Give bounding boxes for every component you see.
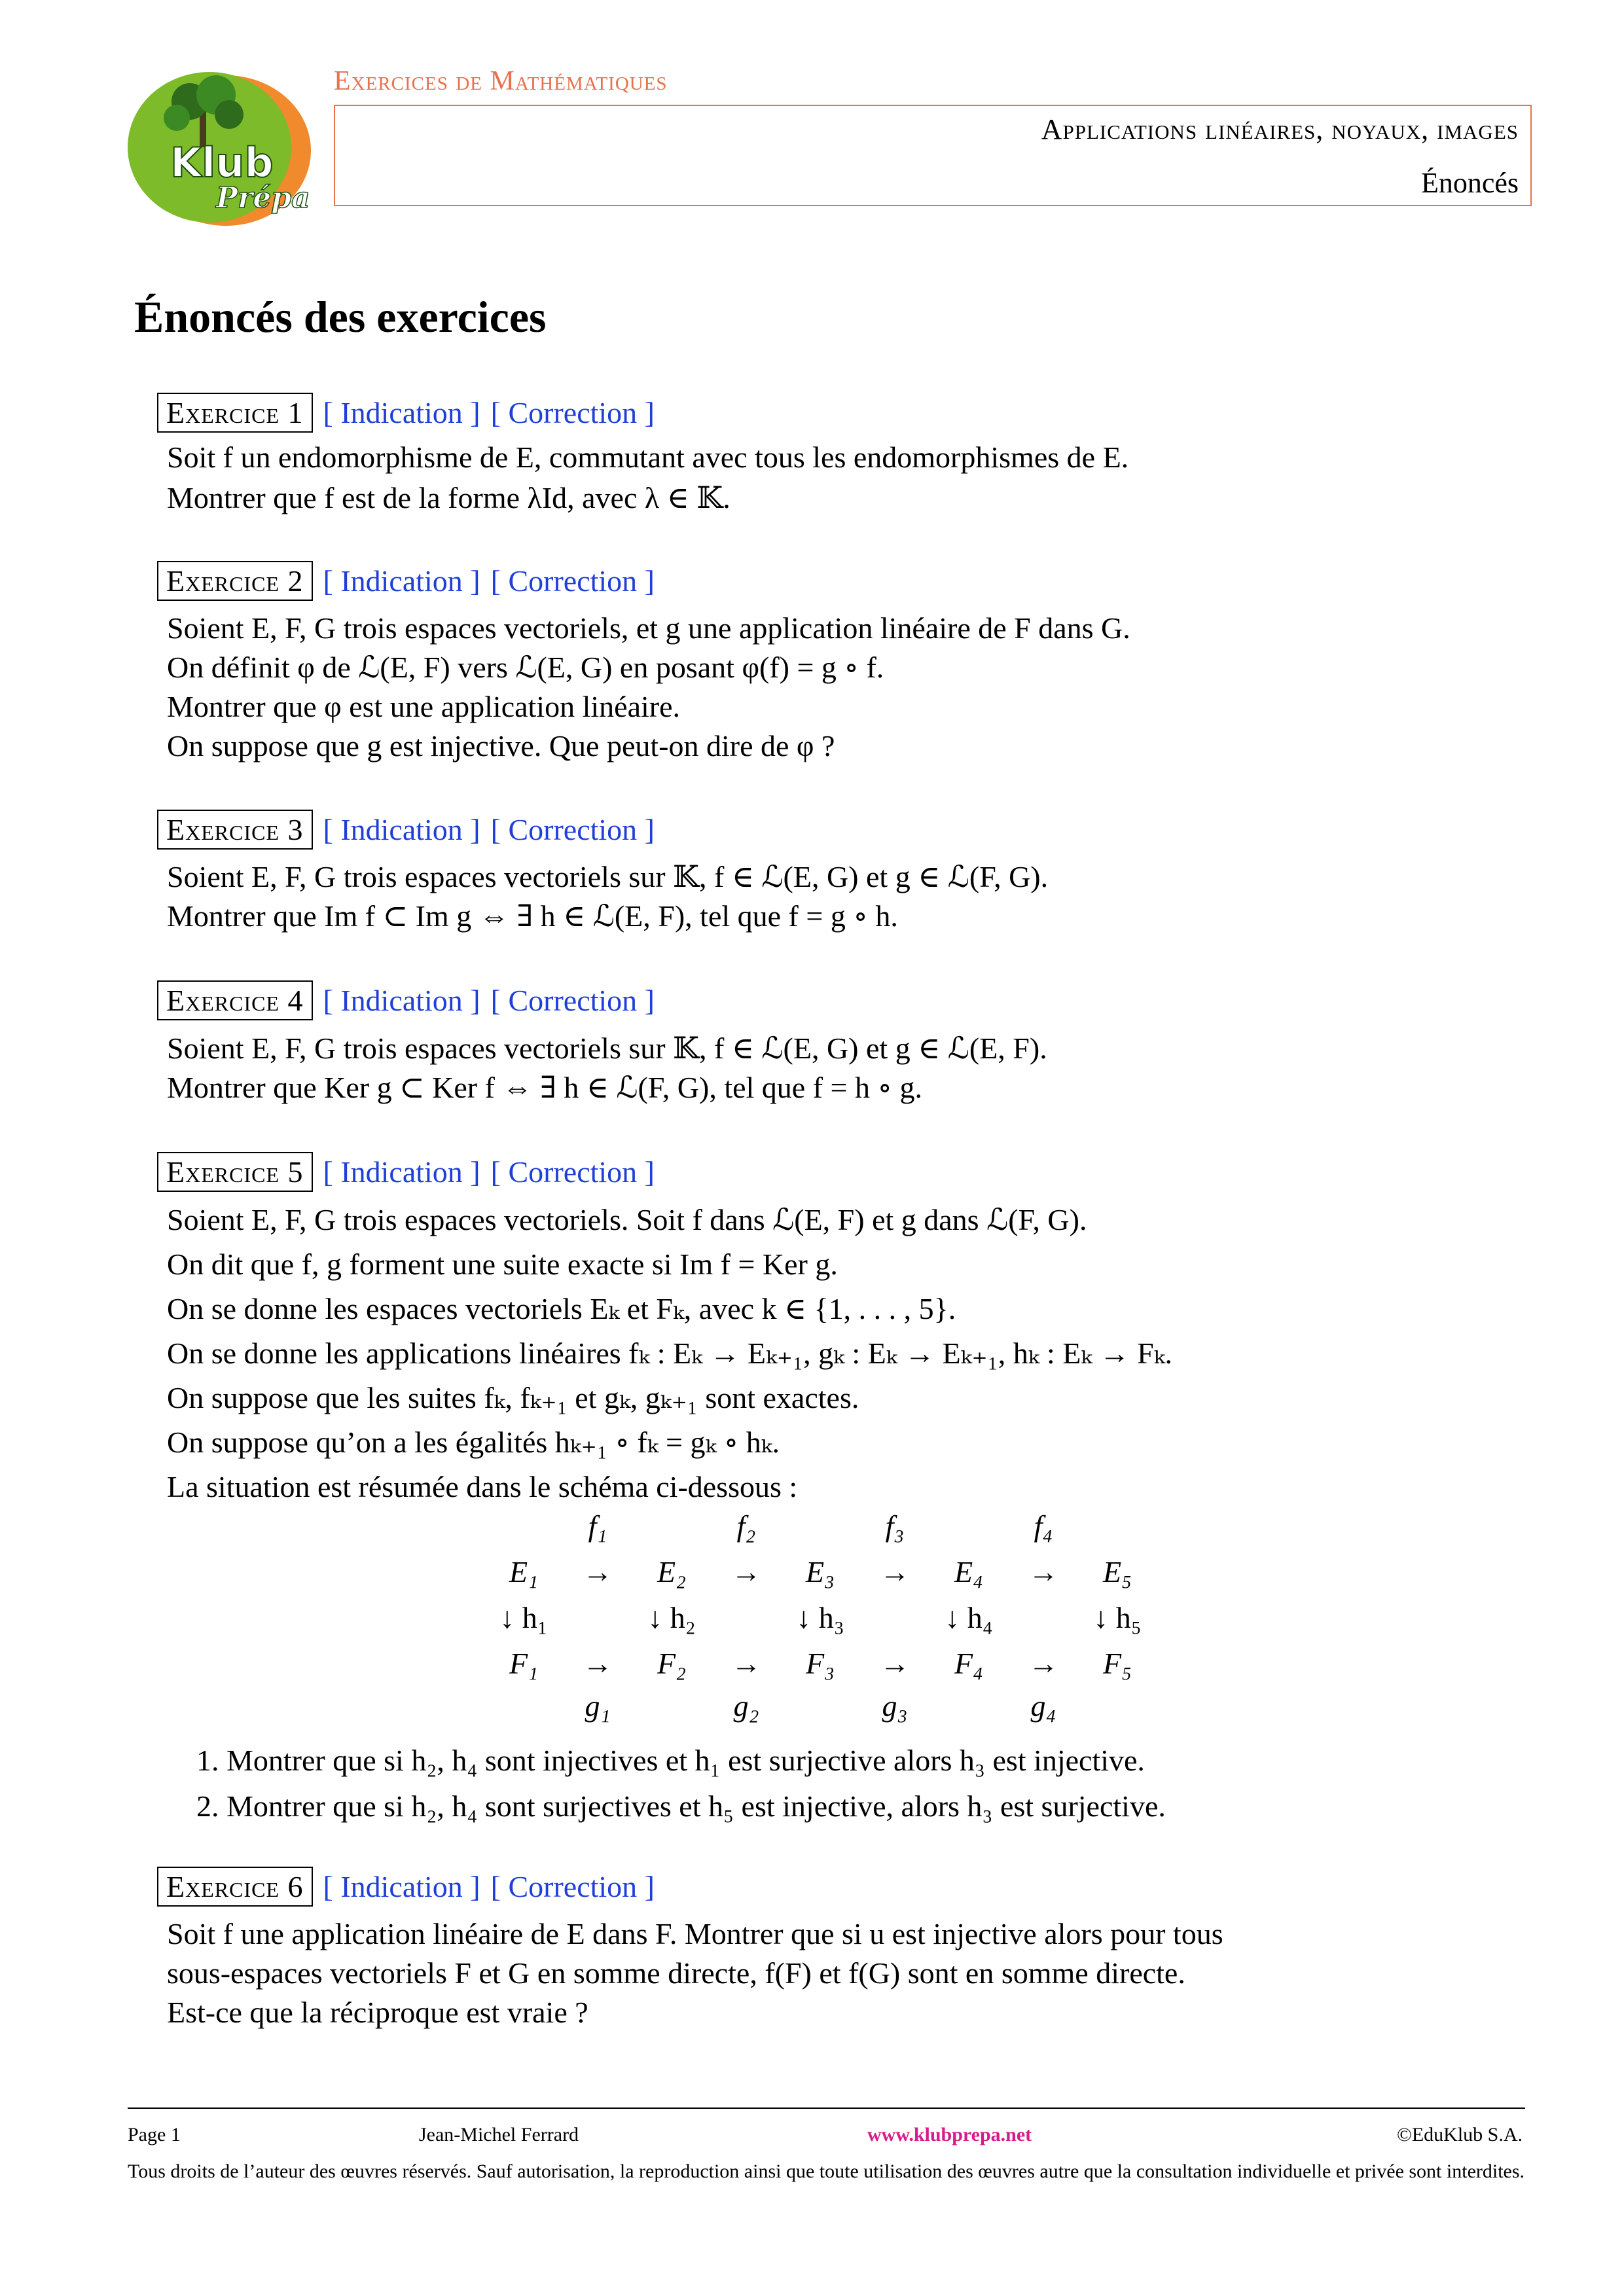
footer-legal-notice: Tous droits de l’auteur des œuvres réservés. Sauf autorisation, la reproduction ainsi que toute utilisation des œuvres autre que la consultation individuelle et privée sont interdites. xyxy=(128,2161,1525,2182)
footer-divider xyxy=(128,2108,1525,2109)
diagram-node-f: F₄ xyxy=(954,1647,984,1680)
statement-line: Montrer que f est de la forme λId, avec λ ∈ 𝕂. xyxy=(167,481,731,515)
diagram-vertical-map: ↓ h₂ xyxy=(647,1601,696,1634)
diagram-node-f: F₅ xyxy=(1102,1647,1132,1680)
exercise-4-header xyxy=(157,980,655,1020)
footer-website-link[interactable]: www.klubprepa.net xyxy=(867,2124,1032,2145)
exercise-2-statement xyxy=(167,609,1130,766)
exercise-2-header xyxy=(157,561,655,601)
statement-line: La situation est résumée dans le schéma ci-dessous : xyxy=(167,1470,798,1503)
diagram-bottom-map: g₂ xyxy=(733,1689,759,1723)
correction-link[interactable]: [ Correction ] xyxy=(490,1869,655,1903)
statement-line: On suppose que les suites fₖ, fₖ₊₁ et gₖ, gₖ₊₁ sont exactes. xyxy=(167,1381,859,1414)
statement-line: Montrer que Ker g ⊂ Ker f ⇔ ∃ h ∈ ℒ(F, G), tel que f = h ∘ g. xyxy=(167,1071,923,1104)
correction-link[interactable]: [ Correction ] xyxy=(490,395,655,429)
statement-line: Montrer que Im f ⊂ Im g ⇔ ∃ h ∈ ℒ(E, F), tel que f = g ∘ h. xyxy=(167,899,898,933)
diagram-bottom-map: g₁ xyxy=(585,1689,611,1723)
diagram-node-e: E₅ xyxy=(1102,1555,1132,1588)
correction-link[interactable]: [ Correction ] xyxy=(490,812,655,846)
diagram-node-e: E₂ xyxy=(657,1555,687,1588)
statement-line: Soit f un endomorphisme de E, commutant avec tous les endomorphismes de E. xyxy=(167,440,1129,474)
exercise-label: Exercice 3 xyxy=(157,810,313,850)
diagram-node-f: F₁ xyxy=(509,1647,539,1680)
statement-line: Soient E, F, G trois espaces vectoriels sur 𝕂, f ∈ ℒ(E, G) et g ∈ ℒ(E, F). xyxy=(167,1031,1047,1065)
header-box xyxy=(334,105,1532,206)
exercise-5-header xyxy=(157,1152,655,1192)
series-title: Exercices de Mathématiques xyxy=(334,66,668,96)
exercise-4-statement xyxy=(167,1029,1047,1107)
statement-line: On suppose qu’on a les égalités hₖ₊₁ ∘ fₖ = gₖ ∘ hₖ. xyxy=(167,1426,780,1459)
correction-link[interactable]: [ Correction ] xyxy=(490,983,655,1017)
section-subtitle: Énoncés xyxy=(1420,167,1519,199)
exact-sequence-diagram xyxy=(481,1509,1162,1723)
statement-line: Soit f une application linéaire de E dans F. Montrer que si u est injective alors pour tous xyxy=(167,1917,1223,1950)
indication-link[interactable]: [ Indication ] xyxy=(323,983,480,1017)
diagram-bottom-map: g₄ xyxy=(1030,1689,1056,1723)
statement-line: On définit φ de ℒ(E, F) vers ℒ(E, G) en posant φ(f) = g ∘ f. xyxy=(167,651,884,684)
exercise-label: Exercice 1 xyxy=(157,393,313,433)
exercise-label: Exercice 5 xyxy=(157,1152,313,1192)
statement-line: On se donne les applications linéaires fₖ : Eₖ → Eₖ₊₁, gₖ : Eₖ → Eₖ₊₁, hₖ : Eₖ → Fₖ. xyxy=(167,1336,1173,1370)
diagram-node-e: E₄ xyxy=(954,1555,984,1588)
exercise-5-statement xyxy=(167,1198,1172,1509)
correction-link[interactable]: [ Correction ] xyxy=(490,1155,655,1189)
statement-line: Est-ce que la réciproque est vraie ? xyxy=(167,1996,588,2029)
statement-line: sous-espaces vectoriels F et G en somme directe, f(F) et f(G) sont en somme directe. xyxy=(167,1956,1185,1990)
statement-line: Soient E, F, G trois espaces vectoriels. Soit f dans ℒ(E, F) et g dans ℒ(F, G). xyxy=(167,1203,1087,1236)
statement-line: Soient E, F, G trois espaces vectoriels sur 𝕂, f ∈ ℒ(E, G) et g ∈ ℒ(F, G). xyxy=(167,860,1049,893)
list-item: 1. Montrer que si h₂, h₄ sont injectives et h₁ est surjective alors h₃ est injective. xyxy=(196,1744,1145,1777)
page-heading: Énoncés des exercices xyxy=(134,292,547,342)
footer-author: Jean-Michel Ferrard xyxy=(419,2124,579,2145)
diagram-arrow: → xyxy=(731,1555,761,1588)
diagram-top-map: f₂ xyxy=(736,1509,756,1543)
exercise-1-statement xyxy=(167,437,1128,518)
diagram-vertical-map: ↓ h₅ xyxy=(1093,1601,1142,1634)
diagram-bottom-map: g₃ xyxy=(882,1689,908,1723)
exercise-6-statement xyxy=(167,1914,1528,2032)
diagram-vertical-map: ↓ h₃ xyxy=(796,1601,844,1634)
exercise-3-header xyxy=(157,810,655,850)
indication-link[interactable]: [ Indication ] xyxy=(323,395,480,429)
indication-link[interactable]: [ Indication ] xyxy=(323,564,480,598)
diagram-arrow: → xyxy=(880,1647,910,1680)
footer-copyright: ©EduKlub S.A. xyxy=(1397,2124,1523,2145)
exercise-label: Exercice 4 xyxy=(157,980,313,1020)
diagram-arrow: → xyxy=(1028,1555,1058,1588)
topic-title: Applications linéaires, noyaux, images xyxy=(1041,113,1519,145)
exercise-5-questions xyxy=(196,1738,1166,1829)
diagram-top-map: f₃ xyxy=(885,1509,905,1543)
diagram-node-f: F₂ xyxy=(657,1647,687,1680)
indication-link[interactable]: [ Indication ] xyxy=(323,1869,480,1903)
diagram-arrow: → xyxy=(1028,1647,1058,1680)
diagram-vertical-map: ↓ h₄ xyxy=(945,1601,993,1634)
exercise-1-header xyxy=(157,393,655,433)
exercise-3-statement xyxy=(167,857,1048,936)
indication-link[interactable]: [ Indication ] xyxy=(323,812,480,846)
correction-link[interactable]: [ Correction ] xyxy=(490,564,655,598)
diagram-node-e: E₁ xyxy=(509,1555,539,1588)
exercise-label: Exercice 6 xyxy=(157,1867,313,1907)
svg-text:Prépa: Prépa xyxy=(216,181,310,215)
exercise-6-header xyxy=(157,1867,655,1907)
indication-link[interactable]: [ Indication ] xyxy=(323,1155,480,1189)
statement-line: On se donne les espaces vectoriels Eₖ et Fₖ, avec k ∈ {1, . . . , 5}. xyxy=(167,1292,956,1325)
diagram-top-map: f₁ xyxy=(588,1509,607,1543)
exercise-label: Exercice 2 xyxy=(157,561,313,601)
statement-line: Montrer que φ est une application linéaire. xyxy=(167,690,680,723)
diagram-arrow: → xyxy=(880,1555,910,1588)
statement-line: Soient E, F, G trois espaces vectoriels, et g une application linéaire de F dans G. xyxy=(167,611,1130,645)
diagram-arrow: → xyxy=(583,1555,613,1588)
diagram-arrow: → xyxy=(731,1647,761,1680)
diagram-node-f: F₃ xyxy=(805,1647,835,1680)
diagram-node-e: E₃ xyxy=(805,1555,835,1588)
svg-text:Klub: Klub xyxy=(170,139,274,187)
diagram-top-map: f₄ xyxy=(1034,1509,1053,1543)
list-item: 2. Montrer que si h₂, h₄ sont surjectives et h₅ est injective, alors h₃ est surjective. xyxy=(196,1789,1166,1823)
statement-line: On dit que f, g forment une suite exacte si Im f = Ker g. xyxy=(167,1247,838,1281)
klubprepa-logo xyxy=(118,62,314,229)
footer-page-number: Page 1 xyxy=(128,2124,181,2145)
diagram-vertical-map: ↓ h₁ xyxy=(499,1601,548,1634)
statement-line: On suppose que g est injective. Que peut-on dire de φ ? xyxy=(167,729,835,762)
diagram-arrow: → xyxy=(583,1647,613,1680)
